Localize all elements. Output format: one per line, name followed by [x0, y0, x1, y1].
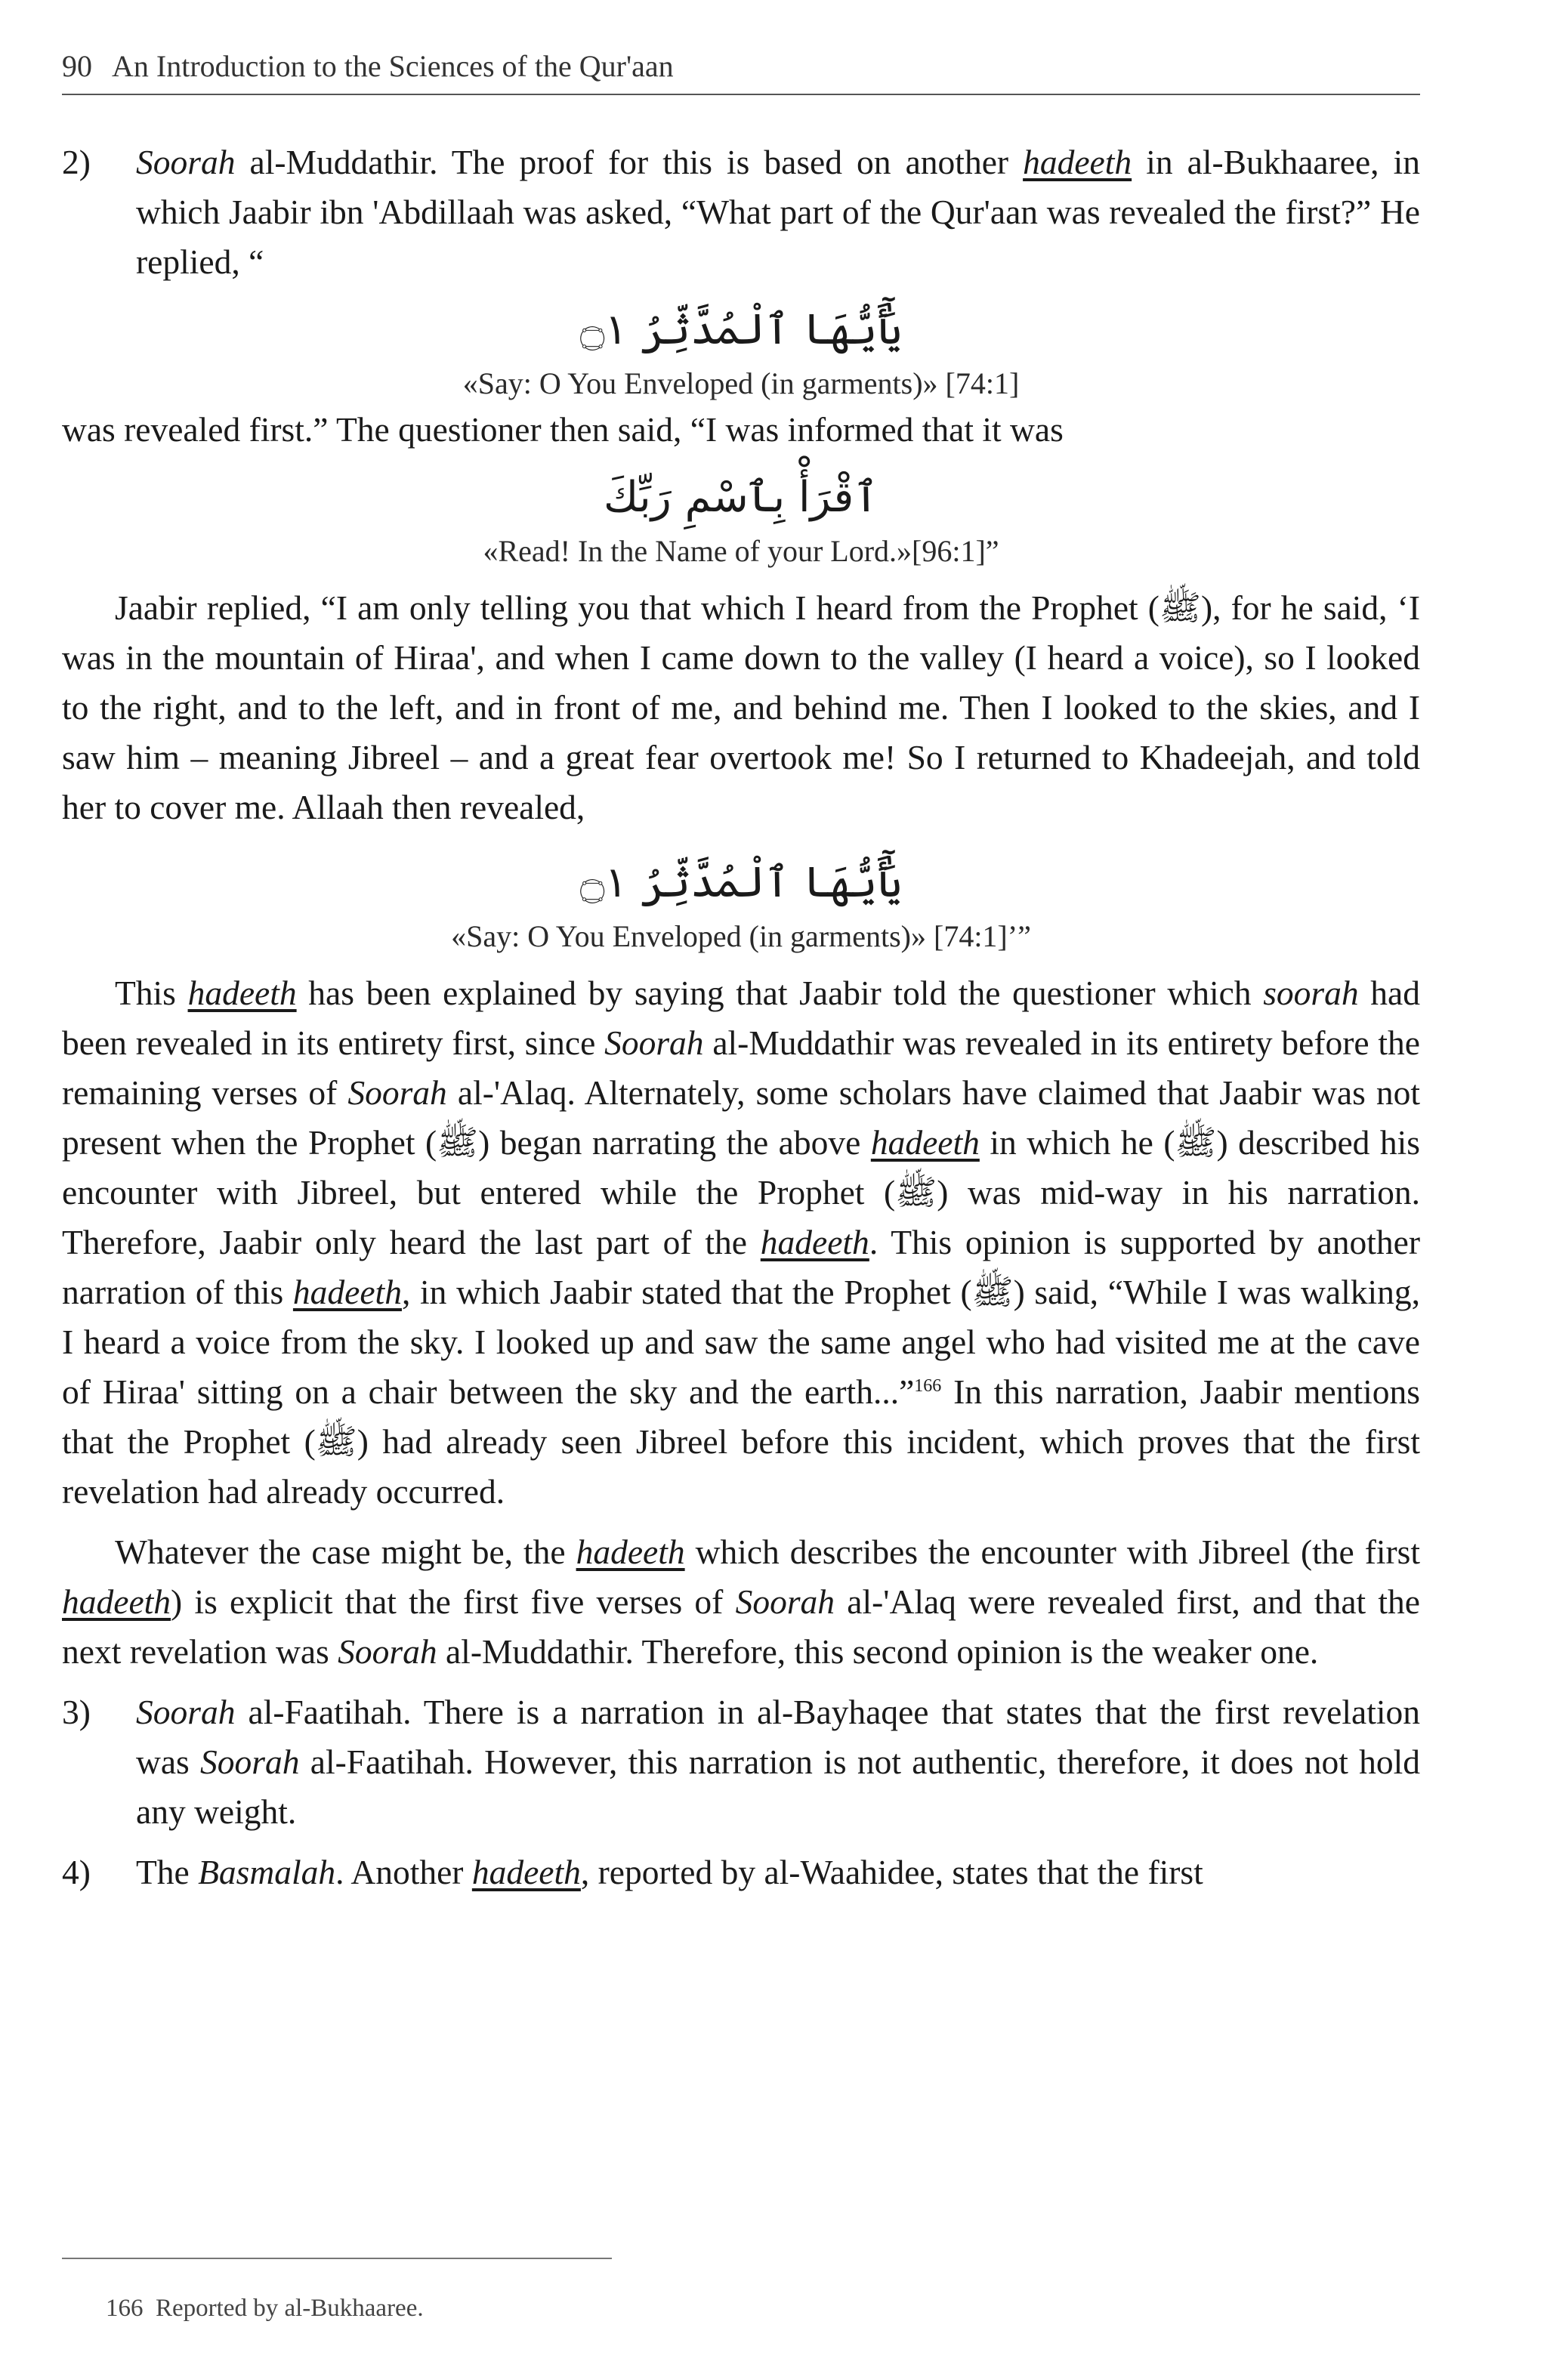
term-hadeeth: hadeeth [576, 1533, 685, 1571]
text-run: which describes the encounter with Jibreel (the first [684, 1533, 1420, 1571]
list-item-3 [62, 1687, 1420, 1837]
text-run: al-Faatihah. There is a narration in al-Bayhaqee that states that the first revelation was [136, 1693, 1420, 1781]
term-hadeeth: hadeeth [292, 1273, 402, 1311]
term-soorah: Soorah [735, 1582, 835, 1621]
footnote-text: Reported by al-Bukhaaree. [156, 2295, 424, 2322]
term-basmalah: Basmalah [198, 1853, 336, 1891]
book-title: An Introduction to the Sciences of the Qur'aan [112, 49, 674, 83]
term-soorah: Soorah [347, 1073, 447, 1112]
text-run: al-Muddathir. Therefore, this second opinion is the weaker one. [437, 1632, 1319, 1671]
verse-translation: «Say: O You Enveloped (in garments)» [74:1] [462, 366, 1020, 400]
paragraph [62, 968, 1420, 1517]
text-run: al-'Alaq. Alternately, some scholars have claimed that Jaabir was not present when the Prophet (ﷺ) began narrating the above [62, 1073, 1421, 1162]
quran-verse-arabic: يَٰٓأَيُّهَا ٱلْمُدَّثِّرُ ۝١ [579, 305, 903, 354]
text-run: The [136, 1853, 199, 1891]
text-run: al-Muddathir. The proof for this is based on another [235, 143, 1024, 181]
list-item-text [136, 137, 1420, 287]
footnote-divider [62, 2258, 612, 2259]
text-run: had been revealed in its entirety first, since [62, 974, 1420, 1062]
text-run: . Another [335, 1853, 472, 1891]
text-run: has been explained by saying that Jaabir told the questioner which [296, 974, 1264, 1012]
term-hadeeth: hadeeth [187, 974, 297, 1012]
list-number: 4) [62, 1853, 91, 1891]
text-run: in which he (ﷺ) described his encounter with Jibreel, but entered while the Prophet (ﷺ) was mid-way in his narration. Therefore, Jaabir only heard the last part of the [62, 1123, 1421, 1261]
quran-verse-arabic: ٱقْرَأْ بِٱسْمِ رَبِّكَ [603, 473, 879, 522]
text-run: This [115, 974, 188, 1012]
text-run: al-'Alaq were revealed first, and that the next revelation was [62, 1582, 1420, 1671]
verse-translation: «Read! In the Name of your Lord.»[96:1]” [483, 534, 999, 568]
footnote-number: 166 [106, 2295, 144, 2322]
text-run: al-Faatihah. However, this narration is not authentic, therefore, it does not hold any weight. [136, 1743, 1421, 1831]
term-soorah: Soorah [136, 143, 236, 181]
running-head [62, 47, 1420, 95]
paragraph [62, 1527, 1420, 1677]
verse-translation: «Say: O You Enveloped (in garments)» [74:1]’” [451, 919, 1031, 953]
list-number: 3) [62, 1693, 91, 1731]
list-item-text [136, 1848, 1420, 1897]
list-number: 2) [62, 143, 91, 181]
quran-verse-arabic: يَٰٓأَيُّهَا ٱلْمُدَّثِّرُ ۝١ [579, 858, 903, 907]
term-soorah: Soorah [338, 1632, 437, 1671]
text-run: . This opinion is supported by another narration of this [62, 1223, 1420, 1311]
term-soorah: soorah [1263, 974, 1359, 1012]
term-hadeeth: hadeeth [1023, 143, 1132, 181]
text-run: , reported by al-Waahidee, states that the first [580, 1853, 1203, 1891]
paragraph: Jaabir replied, “I am only telling you that which I heard from the Prophet (ﷺ), for he said, ‘I was in the mountain of Hiraa', and when I came down to the valley (I heard a voice), so I looked to the right, and to the left, and in front of me, and behind me. Then I looked to the skies, and I saw him – meaning Jibreel – and a great fear overtook me! So I returned to Khadeejah, and told her to cover me. Allaah then revealed, [62, 588, 1420, 826]
term-soorah: Soorah [200, 1743, 300, 1781]
paragraph: was revealed first.” The questioner then said, “I was informed that it was [62, 410, 1064, 449]
list-item-text [136, 1687, 1420, 1837]
text-run: In this narration, Jaabir mentions that the Prophet (ﷺ) had already seen Jibreel before this incident, which proves that the first revelation had already occurred. [62, 1372, 1420, 1511]
term-hadeeth: hadeeth [62, 1582, 171, 1621]
text-run: al-Muddathir was revealed in its entirety before the remaining verses of [62, 1023, 1420, 1112]
footnote-reference[interactable]: 166 [914, 1375, 942, 1396]
list-item-4 [62, 1848, 1420, 1897]
text-run: , in which Jaabir stated that the Prophet (ﷺ) said, “While I was walking, I heard a voice from the sky. I looked up and saw the same angel who had visited me at the cave of Hiraa' sitting on a chair between the sky and the earth...” [62, 1273, 1420, 1411]
list-item-2 [62, 137, 1420, 287]
term-hadeeth: hadeeth [471, 1853, 581, 1891]
page-number: 90 [62, 49, 92, 83]
text-run: in al-Bukhaaree, in which Jaabir ibn 'Abdillaah was asked, “What part of the Qur'aan was revealed the first?” He replied, “ [136, 143, 1420, 281]
term-hadeeth: hadeeth [870, 1123, 980, 1162]
term-soorah: Soorah [136, 1693, 236, 1731]
book-page [62, 0, 1420, 2380]
text-run: ) is explicit that the first five verses of [171, 1582, 736, 1621]
term-hadeeth: hadeeth [760, 1223, 869, 1261]
footnote [106, 2292, 424, 2325]
term-soorah: Soorah [604, 1023, 704, 1062]
page-content [62, 137, 1420, 1897]
text-run: Whatever the case might be, the [115, 1533, 576, 1571]
